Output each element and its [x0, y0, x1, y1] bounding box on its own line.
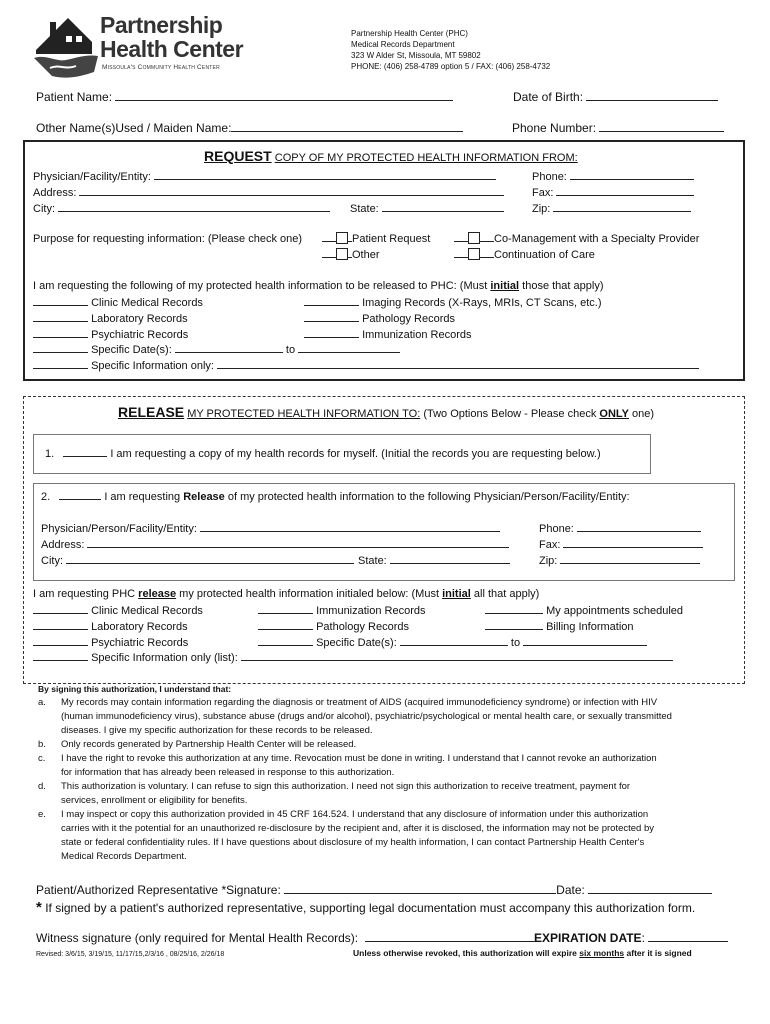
opt2-pre: I am requesting [104, 491, 181, 503]
opt-other-label: Other [352, 249, 380, 261]
rel-intro-mid: my protected health information initialed below: (Must [179, 588, 440, 600]
terms-heading: By signing this authorization, I understand that: [38, 684, 232, 694]
terms-item-line: I have the right to revoke this authorization at any time. Revocation must be done in writing. I understand that I cannot revoke an authorization [61, 753, 657, 764]
req-state-row [350, 202, 504, 215]
comanagement-checkbox[interactable] [468, 232, 480, 244]
expiration-field[interactable] [648, 932, 728, 942]
req-fax-label: Fax: [532, 187, 554, 199]
terms-item-key: d. [38, 781, 46, 792]
rel-item-dates[interactable] [258, 636, 647, 652]
req-item-lab-label: Laboratory Records [91, 312, 188, 325]
rep-note [36, 899, 695, 916]
opt-continuation-label: Continuation of Care [494, 249, 595, 261]
rel-address-row [41, 538, 509, 551]
req-to-word: to [285, 344, 296, 357]
rel-item-billing[interactable] [485, 620, 683, 636]
logo-line2: Health Center [100, 36, 244, 62]
rel-state-label: State: [358, 555, 387, 567]
opt2-bold: Release [183, 491, 225, 503]
rel-col3 [485, 604, 683, 636]
rel-city-row [41, 554, 354, 567]
terms-item-key: e. [38, 809, 46, 820]
req-phone-row [532, 170, 694, 183]
terms-item-line: for information that has already been released in response to this authorization. [61, 767, 395, 778]
req-item-immunization[interactable] [304, 328, 601, 344]
expiration-colon: : [641, 931, 645, 945]
opt-other[interactable] [322, 248, 380, 261]
req-initial-word: initial [490, 280, 520, 292]
req-initial-intro [33, 280, 604, 292]
rel-item-psych-label: Psychiatric Records [91, 636, 189, 649]
req-state-label: State: [350, 203, 379, 215]
opt-patient-label: Patient Request [352, 233, 431, 245]
req-item-pathology[interactable] [304, 312, 601, 328]
req-item-specific[interactable] [33, 359, 699, 375]
logo-tagline: Missoula's Community Health Center [102, 64, 220, 71]
opt-comanagement[interactable] [454, 232, 699, 245]
req-phone-field[interactable] [570, 170, 694, 180]
release-note-only: ONLY [599, 408, 629, 420]
req-city-field[interactable] [58, 202, 330, 212]
release-note-post: one) [632, 408, 655, 420]
dob-row [513, 90, 718, 104]
terms-item-line: My records may contain information regarding the diagnosis or treatment of AIDS (acquired immunodeficiency syndrome) or infection with HIV [61, 697, 658, 708]
expire-post: after it is signed [626, 948, 692, 958]
signature-row [36, 883, 712, 897]
req-phone-label: Phone: [532, 171, 567, 183]
witness-row [36, 931, 537, 945]
rel-item-dates-label: Specific Date(s): [316, 636, 397, 649]
opt1-number: 1. [45, 448, 55, 460]
rel-zip-field[interactable] [560, 554, 700, 564]
rel-physician-row [41, 522, 500, 535]
logo [32, 10, 242, 85]
opt-comanagement-label: Co-Management with a Specialty Provider [494, 233, 700, 245]
other-names-row [36, 121, 463, 135]
contact-numbers: PHONE: (406) 258-4789 option 5 / FAX: (406) 258-4732 [351, 62, 551, 71]
opt2-initial-field[interactable] [59, 490, 101, 500]
request-title-rest: COPY OF MY PROTECTED HEALTH INFORMATION FROM: [274, 152, 578, 164]
rel-city-label: City: [41, 555, 63, 567]
rep-note-text: If signed by a patient's authorized representative, supporting legal documentation must accompany this authorization form. [45, 901, 696, 915]
req-city-label: City: [33, 203, 55, 215]
rel-physician-field[interactable] [200, 522, 500, 532]
rel-item-appointments[interactable] [485, 604, 683, 620]
release-opt1-row [45, 447, 601, 460]
rel-phone-row [539, 522, 701, 535]
rel-city-field[interactable] [66, 554, 354, 564]
req-zip-label: Zip: [532, 203, 551, 215]
release-initial-intro [33, 588, 539, 600]
other-names-field[interactable] [231, 122, 463, 132]
request-title-bold: REQUEST [204, 148, 272, 164]
rel-physician-label: Physician/Person/Facility/Entity: [41, 523, 197, 535]
rel-item-clinic-label: Clinic Medical Records [91, 605, 203, 617]
rel-phone-label: Phone: [539, 523, 574, 535]
release-title-bold: RELEASE [118, 404, 185, 420]
req-address-row [33, 186, 504, 199]
witness-field[interactable] [365, 932, 537, 942]
req-zip-field[interactable] [553, 202, 691, 212]
opt2-post: of my protected health information to the following Physician/Person/Facility/Entity: [227, 491, 630, 503]
rel-item-appointments-label: My appointments scheduled [546, 605, 684, 617]
purpose-row [33, 233, 302, 245]
logo-line1: Partnership [100, 12, 223, 38]
other-names-label: Other Name(s)Used / Maiden Name: [36, 121, 232, 135]
rel-item-specific-list[interactable] [33, 651, 673, 667]
req-physician-label: Physician/Facility/Entity: [33, 171, 151, 183]
opt1-text: I am requesting a copy of my health records for myself. (Initial the records you are requesting below.) [110, 448, 601, 460]
req-state-field[interactable] [382, 202, 504, 212]
clinic-address-block [351, 28, 550, 72]
release-title [118, 404, 654, 420]
witness-label: Witness signature (only required for Mental Health Records): [36, 931, 359, 945]
opt1-initial-field[interactable] [63, 447, 107, 457]
phone-label: Phone Number: [512, 121, 597, 135]
terms-item-line: Only records generated by Partnership Health Center will be released. [61, 739, 357, 750]
opt-continuation[interactable] [454, 248, 595, 261]
terms-item-line: Medical Records Department. [61, 851, 187, 862]
opt2-number: 2. [41, 491, 51, 503]
req-physician-row [33, 170, 496, 183]
rel-to-word: to [510, 636, 521, 649]
terms-item-line: state or federal confidentiality rules. If I have questions about disclosure of my health information, I can contact Partnership Health Center's [61, 837, 645, 848]
expiration-row [534, 931, 728, 945]
rel-intro-pre: I am requesting PHC [33, 588, 136, 600]
sig-date-field[interactable] [588, 884, 712, 894]
rep-note-star: * [36, 899, 42, 916]
rel-item-pathology-label: Pathology Records [316, 620, 410, 633]
rel-state-field[interactable] [390, 554, 510, 564]
opt-patient-request[interactable] [322, 232, 430, 245]
req-zip-row [532, 202, 691, 215]
terms-item-line: This authorization is voluntary. I can refuse to sign this authorization. I need not sign this authorization to receive treatment, payment for [61, 781, 631, 792]
department: Medical Records Department [351, 40, 455, 49]
req-item-clinic-label: Clinic Medical Records [91, 297, 203, 309]
release-title-rest: MY PROTECTED HEALTH INFORMATION TO: [187, 408, 421, 420]
logo-mark-icon [32, 10, 102, 82]
rel-fax-row [539, 538, 703, 551]
signature-label: Patient/Authorized Representative *Signature: [36, 883, 281, 897]
request-title [204, 148, 578, 164]
terms-item-key: c. [38, 753, 46, 764]
expire-note [353, 948, 692, 958]
patient-name-field[interactable] [115, 91, 453, 101]
rel-address-field[interactable] [87, 538, 509, 548]
req-physician-field[interactable] [154, 170, 496, 180]
req-item-imaging[interactable] [304, 296, 601, 312]
rel-item-billing-label: Billing Information [546, 620, 634, 633]
dob-field[interactable] [586, 91, 718, 101]
req-items-right [304, 296, 601, 343]
rel-item-lab-label: Laboratory Records [91, 620, 188, 633]
purpose-label: Purpose for requesting information: (Please check one) [33, 233, 303, 245]
phone-field[interactable] [599, 122, 724, 132]
terms-item-line: services, enrollment or eligibility for benefits. [61, 795, 248, 806]
rel-zip-label: Zip: [539, 555, 558, 567]
req-item-imaging-label: Imaging Records (X-Rays, MRIs, CT Scans, etc.) [362, 297, 602, 309]
phone-row [512, 121, 724, 135]
terms-item-key: a. [38, 697, 46, 708]
rel-address-label: Address: [41, 539, 85, 551]
release-opt2-row [41, 490, 630, 503]
expiration-label: EXPIRATION DATE [534, 931, 642, 945]
req-address-field[interactable] [79, 186, 504, 196]
terms-item-line: (human immunodeficiency virus), substance abuse (drugs and/or alcohol), psychiatric/psychological or mental health care, or sexually transmitted [61, 711, 672, 722]
req-fax-row [532, 186, 694, 199]
rel-fax-field[interactable] [563, 538, 703, 548]
terms-item-key: b. [38, 739, 46, 750]
terms-item-line: diseases. I give my specific authorization for these records to be released. [61, 725, 373, 736]
continuation-checkbox[interactable] [468, 248, 480, 260]
req-item-dates[interactable] [33, 343, 699, 359]
rel-fax-label: Fax: [539, 539, 561, 551]
patient-name-row [36, 90, 453, 104]
req-initial-end: those that apply) [522, 280, 604, 292]
req-item-dates-label: Specific Date(s): [91, 344, 172, 357]
expire-six-months: six months [579, 948, 625, 958]
dob-label: Date of Birth: [513, 90, 584, 104]
rel-specific-list-label: Specific Information only (list): [91, 652, 238, 665]
req-fax-field[interactable] [556, 186, 694, 196]
rel-phone-field[interactable] [577, 522, 701, 532]
revised-dates: Revised: 3/6/15, 3/19/15, 11/17/15,2/3/16 , 08/25/16, 2/26/18 [36, 951, 225, 958]
signature-field[interactable] [284, 884, 556, 894]
rel-release-word: release [138, 588, 177, 600]
expire-pre: Unless otherwise revoked, this authorization will expire [353, 948, 577, 958]
rel-state-row [358, 554, 510, 567]
release-note-pre: (Two Options Below - Please check [423, 408, 597, 420]
terms-item-line: I may inspect or copy this authorization provided in 45 CRF 164.524. I understand that any disclosure of information under this authorization [61, 809, 649, 820]
rel-initial-word: initial [442, 588, 471, 600]
req-item-immunization-label: Immunization Records [362, 328, 472, 341]
other-checkbox[interactable] [336, 248, 348, 260]
rel-zip-row [539, 554, 700, 567]
sig-date-label: Date: [556, 883, 585, 897]
req-item-specific-label: Specific Information only: [91, 360, 214, 373]
req-address-label: Address: [33, 187, 77, 199]
req-city-row [33, 202, 330, 215]
patient-name-label: Patient Name: [36, 90, 113, 104]
rel-item-immunization-label: Immunization Records [316, 605, 426, 617]
req-item-pathology-label: Pathology Records [362, 312, 456, 325]
patient-request-checkbox[interactable] [336, 232, 348, 244]
rel-intro-end: all that apply) [473, 588, 540, 600]
req-initial-intro-text: I am requesting the following of my protected health information to be released to PHC: (Must [33, 280, 488, 292]
street-address: 323 W Alder St, Missoula, MT 59802 [351, 51, 481, 60]
terms-item-line: carries with it the potential for an unauthorized re-disclosure by the recipient and, after it is disclosed, the information may not be protected by [61, 823, 655, 834]
req-item-psych-label: Psychiatric Records [91, 328, 189, 341]
clinic-name: Partnership Health Center (PHC) [351, 29, 468, 38]
